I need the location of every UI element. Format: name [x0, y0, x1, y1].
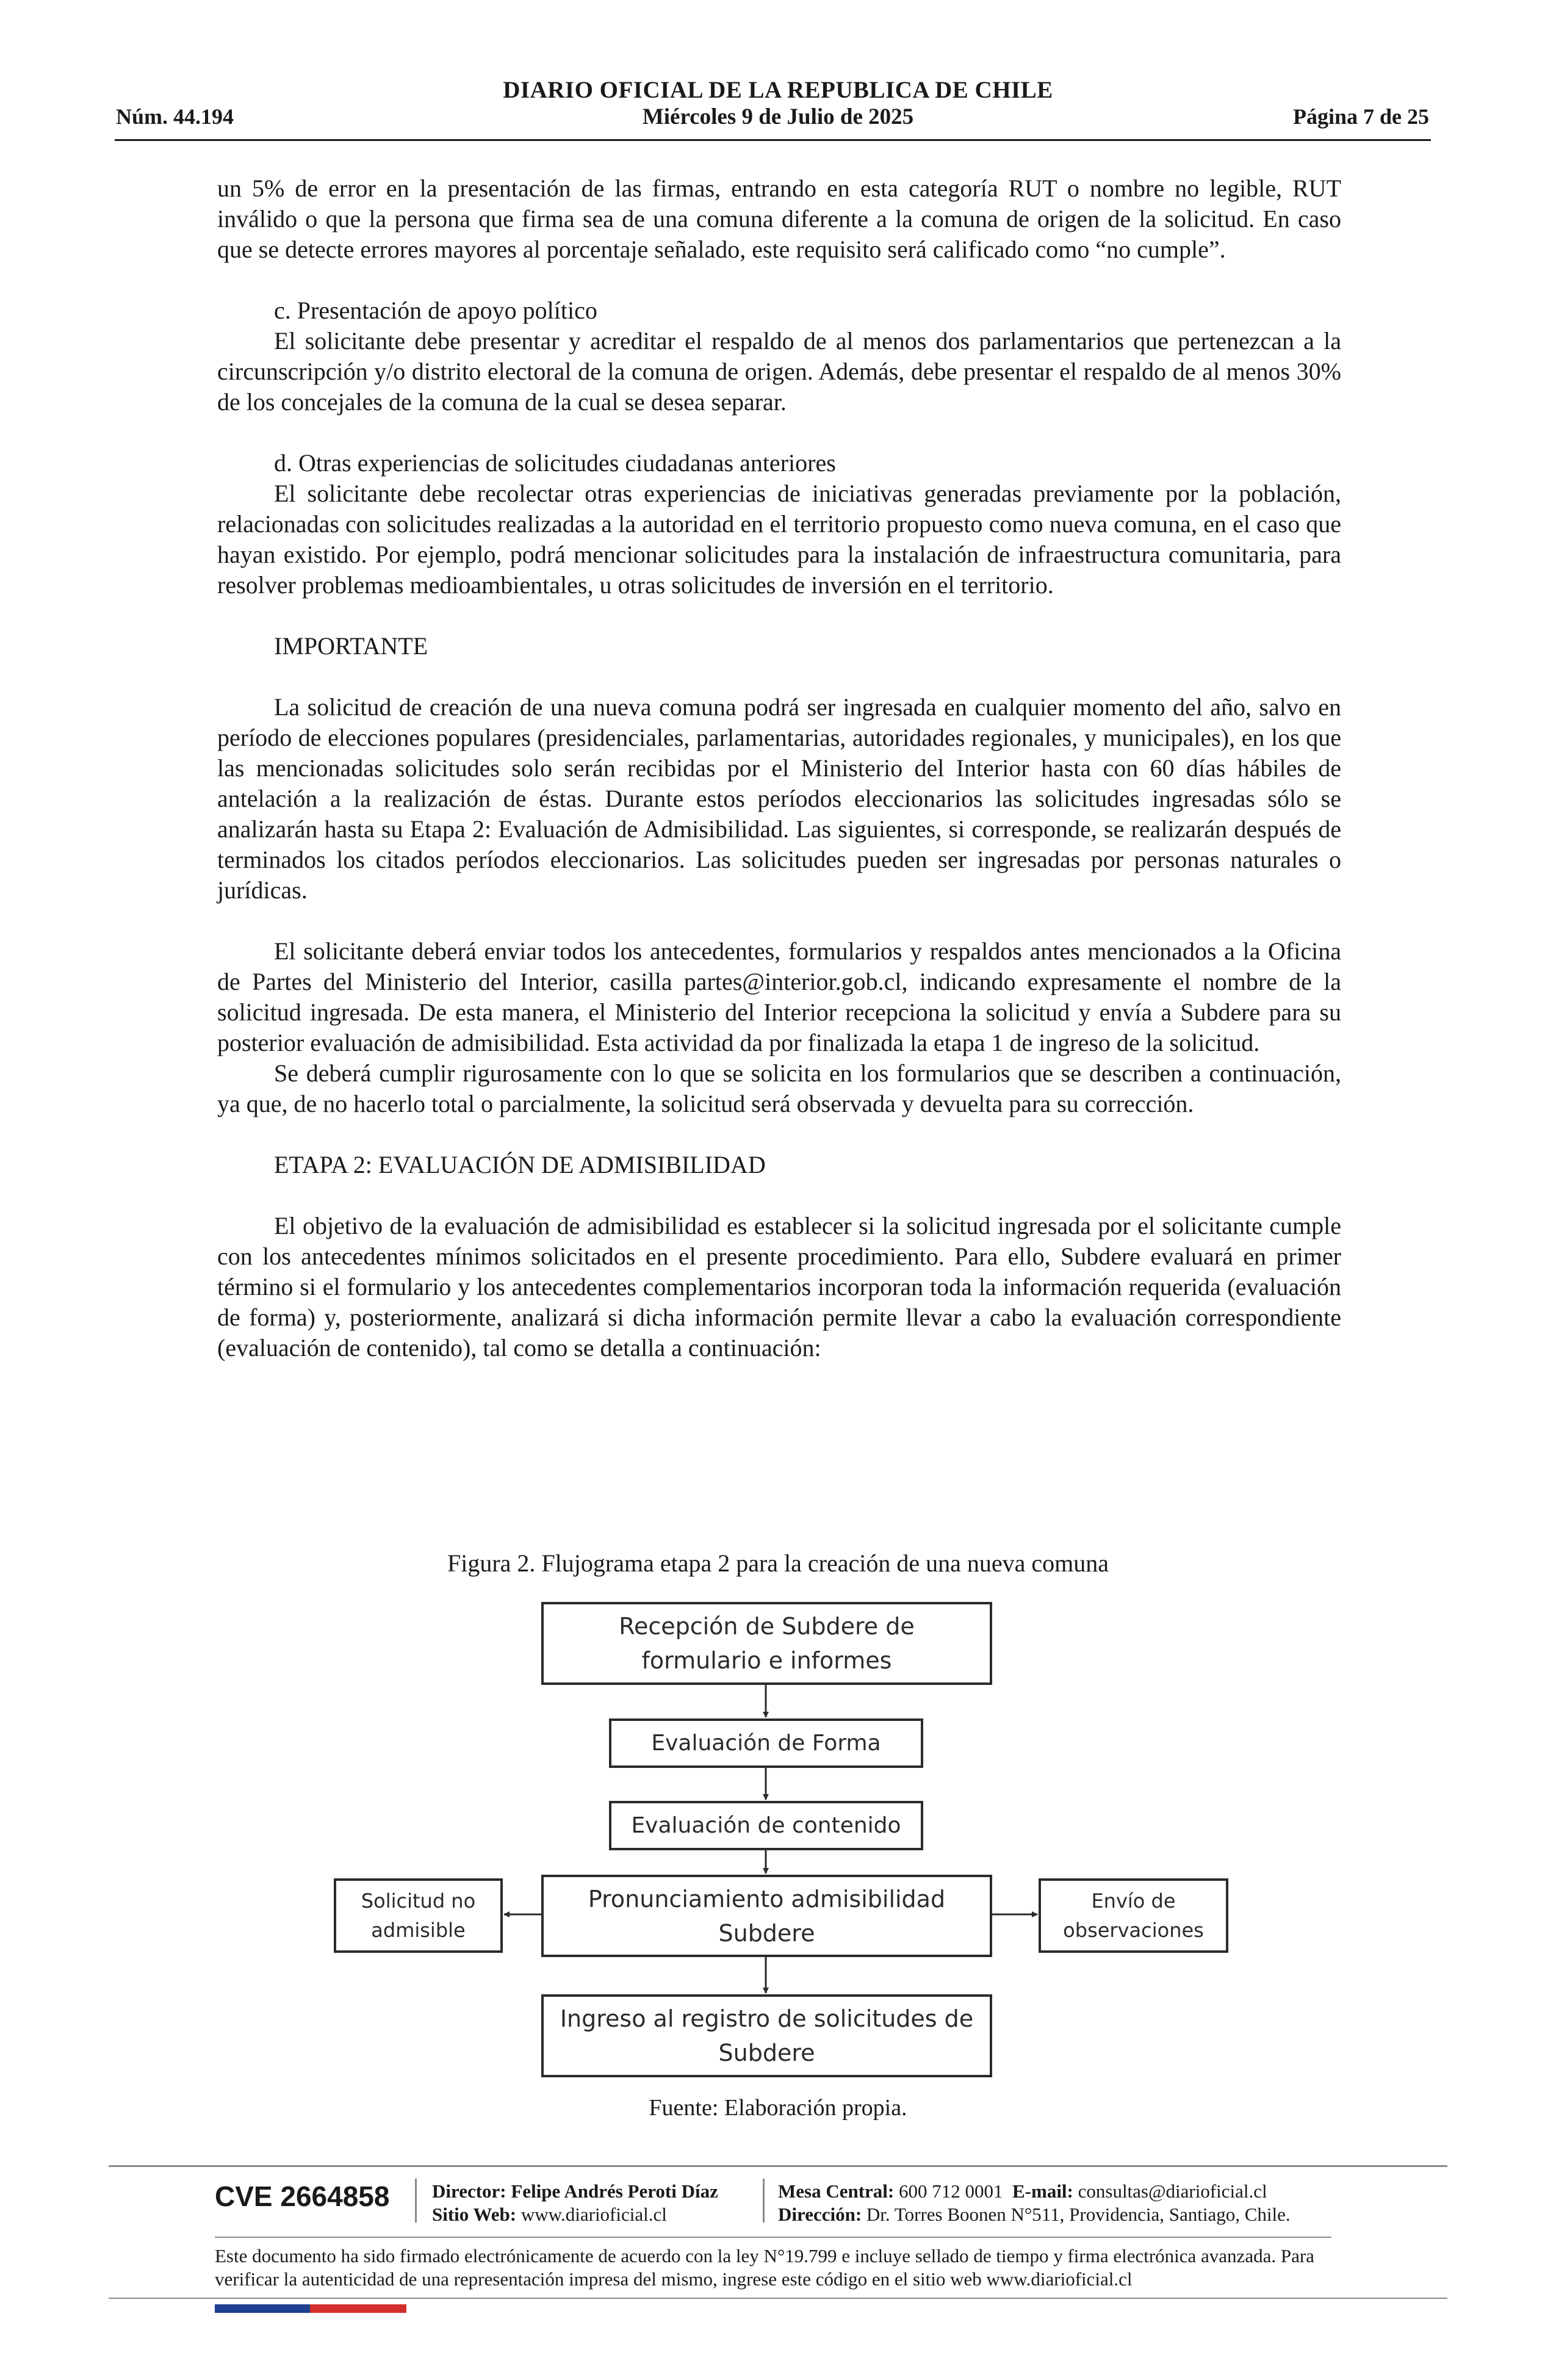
section-c-text: El solicitante debe presentar y acreditar el respaldo de al menos dos parlamentarios que pertenezcan a la circunscripción y/o distrito electoral de la comuna de origen. Además, debe presentar el respaldo de al menos 30% de los concejales de la comuna de la cual se desea separar.: [217, 327, 1341, 416]
flow-box-pronunciamiento: Pronunciamiento admisibilidad Subdere: [541, 1875, 992, 1957]
paragraph-etapa2: El objetivo de la evaluación de admisibilidad es establecer si la solicitud ingresada por el solicitante cumple con los antecedentes mínimos solicitados en el presente procedimiento. Para ello, Subdere evaluará en primer término si el formulario y los antecedentes complementarios incorporan toda la información requerida (evaluación de forma) y, posteriormente, analizará si dicha información permite llevar a cabo la evaluación correspondiente (evaluación de contenido), tal como se detalla a continuación:: [217, 1212, 1341, 1361]
etapa2-heading: ETAPA 2: EVALUACIÓN DE ADMISIBILIDAD: [274, 1151, 766, 1178]
footer-separator: [415, 2179, 417, 2223]
paragraph-cumplir: Se deberá cumplir rigurosamente con lo que se solicita en los formularios que se describen a continuación, ya que, de no hacerlo total o parcialmente, la solicitud será observada y devuelta para su corrección.: [217, 1059, 1341, 1117]
footer-divider-mid: [215, 2237, 1331, 2238]
mesa-phone: 600 712 0001: [899, 2180, 1003, 2202]
flag-stripe-blue: [215, 2304, 310, 2313]
website-link[interactable]: www.diarioficial.cl: [520, 2204, 667, 2225]
email-link[interactable]: consultas@diarioficial.cl: [1078, 2180, 1267, 2202]
email-label: E-mail:: [1012, 2180, 1073, 2202]
importante-heading: IMPORTANTE: [274, 632, 428, 660]
flow-box-evaluacion-contenido: Evaluación de contenido: [609, 1801, 923, 1850]
flow-box-evaluacion-forma: Evaluación de Forma: [609, 1718, 923, 1768]
section-d-text: El solicitante debe recolectar otras experiencias de iniciativas generadas previamente por la población, relacionadas con solicitudes realizadas a la autoridad en el territorio propuesto como nueva comuna, en el caso que hayan existido. Por ejemplo, podrá mencionar solicitudes para la instalación de infraestructura comunitaria, para resolver problemas medioambientales, u otras solicitudes de inversión en el territorio.: [217, 480, 1341, 599]
section-d-heading: d. Otras experiencias de solicitudes ciudadanas anteriores: [274, 449, 836, 477]
direccion-label: Dirección:: [778, 2204, 862, 2225]
header-divider: [115, 139, 1431, 141]
footer-separator: [763, 2179, 765, 2223]
document-body: [217, 173, 1341, 1363]
issue-date: Miércoles 9 de Julio de 2025: [642, 104, 914, 129]
footer-divider-top: [109, 2165, 1447, 2167]
flow-box-registro: Ingreso al registro de solicitudes de Subdere: [541, 1994, 992, 2077]
flow-box-recepcion: Recepción de Subdere de formulario e informes: [541, 1602, 992, 1685]
footer-contact-block: [778, 2180, 1291, 2226]
paragraph-envio: El solicitante deberá enviar todos los antecedentes, formularios y respaldos antes mencionados a la Oficina de Partes del Ministerio del Interior, casilla partes@interior.gob.cl, indicando expresamente el nombre de la solicitud ingresada. De esta manera, el Ministerio del Interior recepciona la solicitud y envía a Subdere para su posterior evaluación de admisibilidad. Esta actividad da por finalizada la etapa 1 de ingreso de la solicitud.: [217, 937, 1341, 1056]
page-indicator: Página 7 de 25: [1292, 104, 1429, 129]
paragraph-importante: La solicitud de creación de una nueva comuna podrá ser ingresada en cualquier momento del año, salvo en período de elecciones populares (presidenciales, parlamentarias, autoridades regionales, y municipales), en los que las mencionadas solicitudes solo serán recibidas por el Ministerio del Interior hasta con 60 días hábiles de antelación a la realización de éstas. Durante estos períodos eleccionarios las solicitudes ingresadas sólo se analizarán hasta su Etapa 2: Evaluación de Admisibilidad. Las siguientes, si corresponde, se realizarán después de terminados los citados períodos eleccionarios. Las solicitudes pueden ser ingresadas por personas naturales o jurídicas.: [217, 693, 1341, 904]
footer-legal-notice: Este documento ha sido firmado electrónicamente de acuerdo con la ley N°19.799 e incluye sellado de tiempo y firma electrónica avanzada. Para verificar la autenticidad de una representación impresa del mismo, ingrese este código en el sitio web www.diarioficial.cl: [215, 2245, 1314, 2290]
figure-source: Fuente: Elaboración propia.: [649, 2095, 907, 2121]
direccion-text: Dr. Torres Boonen N°511, Providencia, Santiago, Chile.: [866, 2204, 1291, 2225]
issue-number: Núm. 44.194: [116, 104, 234, 129]
flow-box-observaciones: Envío de observaciones: [1039, 1878, 1228, 1953]
footer-director-block: [432, 2180, 718, 2226]
director-label: Director:: [432, 2180, 506, 2202]
mesa-label: Mesa Central:: [778, 2180, 895, 2202]
flow-box-no-admisible: Solicitud no admisible: [334, 1878, 503, 1953]
figure-caption: Figura 2. Flujograma etapa 2 para la creación de una nueva comuna: [447, 1549, 1109, 1577]
director-name: Felipe Andrés Peroti Díaz: [511, 2180, 718, 2202]
footer-divider-bottom: [109, 2298, 1447, 2299]
cve-code: CVE 2664858: [215, 2180, 390, 2212]
section-c-heading: c. Presentación de apoyo político: [274, 297, 597, 324]
newspaper-title: DIARIO OFICIAL DE LA REPUBLICA DE CHILE: [503, 77, 1053, 103]
website-label: Sitio Web:: [432, 2204, 517, 2225]
paragraph-firmas: un 5% de error en la presentación de las firmas, entrando en esta categoría RUT o nombre no legible, RUT inválido o que la persona que firma sea de una comuna diferente a la comuna de origen de la solicitud. En caso que se detecte errores mayores al porcentaje señalado, este requisito será calificado como “no cumple”.: [217, 175, 1341, 263]
flag-stripe-red: [310, 2304, 406, 2313]
